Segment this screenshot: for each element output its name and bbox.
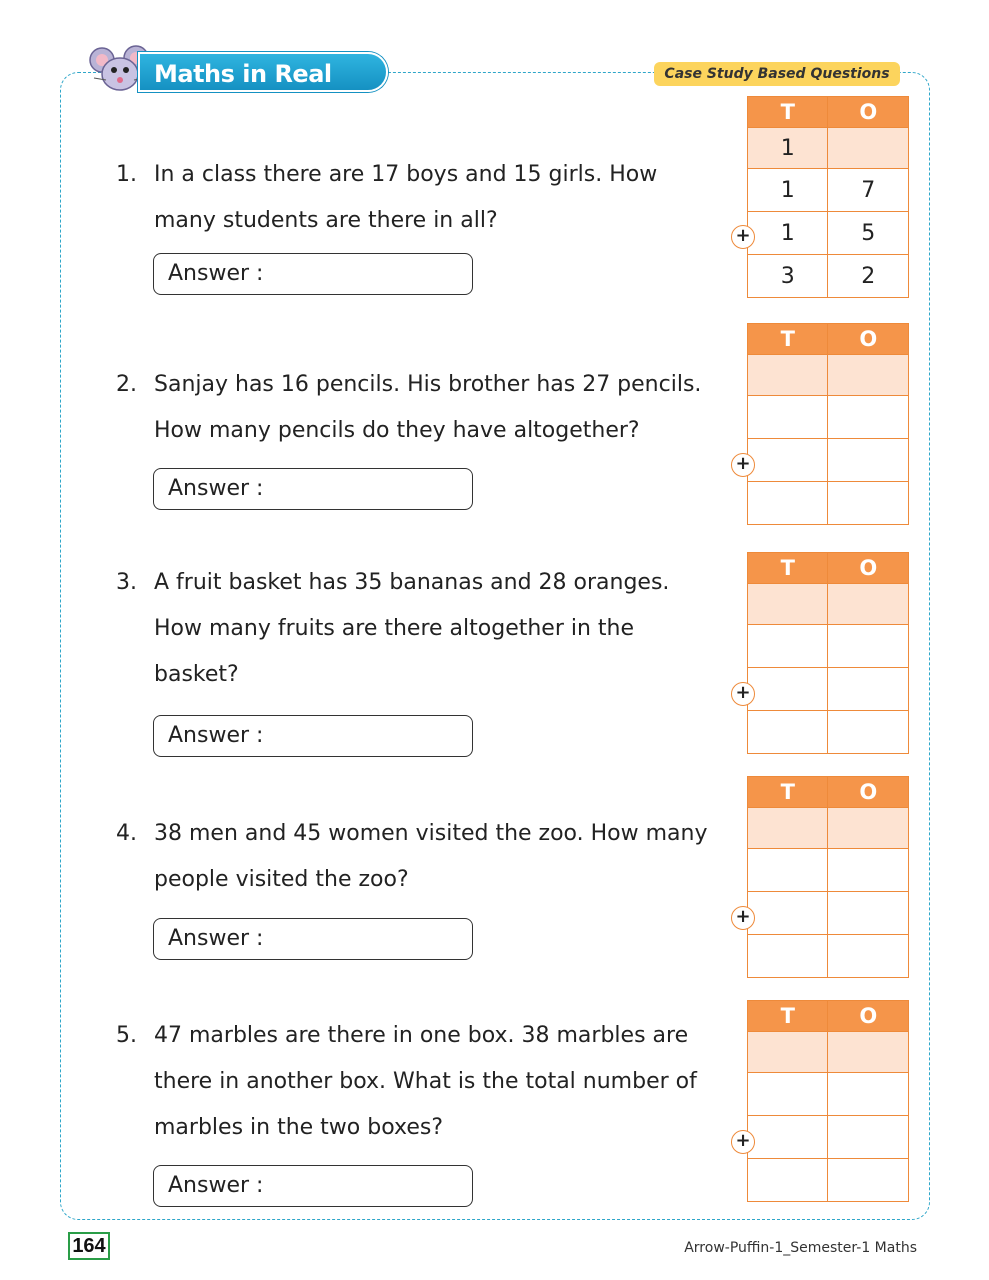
addend1-tens[interactable] xyxy=(748,1073,828,1116)
addend2-ones[interactable] xyxy=(828,668,909,711)
answer-box-4[interactable]: Answer : xyxy=(153,918,473,960)
tens-header: T xyxy=(748,1001,828,1032)
question-number: 4. xyxy=(116,821,137,846)
addend2-tens[interactable] xyxy=(748,892,828,935)
question-1 xyxy=(116,152,716,244)
sum-tens[interactable] xyxy=(748,482,828,525)
plus-sign-icon: + xyxy=(731,225,755,249)
question-3 xyxy=(116,560,716,698)
place-value-table-4 xyxy=(747,776,909,978)
question-number: 3. xyxy=(116,570,137,595)
addend1-tens[interactable]: 1 xyxy=(748,169,828,212)
addend2-ones[interactable] xyxy=(828,1116,909,1159)
book-title-footer: Arrow-Puffin-1_Semester-1 Maths xyxy=(684,1240,917,1256)
addend1-ones[interactable]: 7 xyxy=(828,169,909,212)
sum-tens[interactable] xyxy=(748,935,828,978)
tens-header: T xyxy=(748,324,828,355)
addend2-tens[interactable] xyxy=(748,439,828,482)
carry-tens[interactable] xyxy=(748,1032,828,1073)
addend1-ones[interactable] xyxy=(828,625,909,668)
answer-box-5[interactable]: Answer : xyxy=(153,1165,473,1207)
carry-ones[interactable] xyxy=(828,808,909,849)
ones-header: O xyxy=(828,1001,909,1032)
addend1-ones[interactable] xyxy=(828,1073,909,1116)
carry-tens[interactable] xyxy=(748,808,828,849)
case-study-tag: Case Study Based Questions xyxy=(654,62,900,86)
ones-header: O xyxy=(828,97,909,128)
addend2-ones[interactable] xyxy=(828,439,909,482)
question-text: A fruit basket has 35 bananas and 28 oranges. How many fruits are there altogether in the basket? xyxy=(154,570,670,687)
question-5 xyxy=(116,1013,716,1151)
addend2-tens[interactable]: 1 xyxy=(748,212,828,255)
ones-header: O xyxy=(828,553,909,584)
carry-ones[interactable] xyxy=(828,355,909,396)
question-number: 5. xyxy=(116,1023,137,1048)
carry-tens[interactable]: 1 xyxy=(748,128,828,169)
sum-ones[interactable] xyxy=(828,482,909,525)
section-title: Maths in Real Life xyxy=(138,52,388,92)
question-text: 47 marbles are there in one box. 38 marbles are there in another box. What is the total number of marbles in the two boxes? xyxy=(154,1023,697,1140)
addend1-ones[interactable] xyxy=(828,849,909,892)
sum-ones[interactable]: 2 xyxy=(828,255,909,298)
addend2-ones[interactable]: 5 xyxy=(828,212,909,255)
question-number: 2. xyxy=(116,372,137,397)
place-value-table-1 xyxy=(747,96,909,298)
place-value-table-5 xyxy=(747,1000,909,1202)
answer-box-3[interactable]: Answer : xyxy=(153,715,473,757)
place-value-table-3 xyxy=(747,552,909,754)
addend1-tens[interactable] xyxy=(748,396,828,439)
question-4 xyxy=(116,811,716,903)
question-text: Sanjay has 16 pencils. His brother has 27 pencils. How many pencils do they have altogether? xyxy=(154,372,702,443)
carry-ones[interactable] xyxy=(828,1032,909,1073)
answer-box-1[interactable]: Answer : xyxy=(153,253,473,295)
page-number: 164 xyxy=(68,1232,110,1260)
addend2-tens[interactable] xyxy=(748,1116,828,1159)
sum-ones[interactable] xyxy=(828,1159,909,1202)
plus-sign-icon: + xyxy=(731,453,755,477)
answer-box-2[interactable]: Answer : xyxy=(153,468,473,510)
carry-tens[interactable] xyxy=(748,355,828,396)
carry-tens[interactable] xyxy=(748,584,828,625)
ones-header: O xyxy=(828,777,909,808)
question-2 xyxy=(116,362,716,454)
sum-ones[interactable] xyxy=(828,935,909,978)
tens-header: T xyxy=(748,777,828,808)
addend1-ones[interactable] xyxy=(828,396,909,439)
ones-header: O xyxy=(828,324,909,355)
addend2-ones[interactable] xyxy=(828,892,909,935)
plus-sign-icon: + xyxy=(731,682,755,706)
tens-header: T xyxy=(748,553,828,584)
carry-ones[interactable] xyxy=(828,584,909,625)
addend1-tens[interactable] xyxy=(748,625,828,668)
sum-tens[interactable] xyxy=(748,1159,828,1202)
sum-tens[interactable] xyxy=(748,711,828,754)
sum-tens[interactable]: 3 xyxy=(748,255,828,298)
place-value-table-2 xyxy=(747,323,909,525)
carry-ones[interactable] xyxy=(828,128,909,169)
question-text: 38 men and 45 women visited the zoo. How many people visited the zoo? xyxy=(154,821,708,892)
plus-sign-icon: + xyxy=(731,1130,755,1154)
question-number: 1. xyxy=(116,162,137,187)
addend1-tens[interactable] xyxy=(748,849,828,892)
addend2-tens[interactable] xyxy=(748,668,828,711)
question-text: In a class there are 17 boys and 15 girls. How many students are there in all? xyxy=(154,162,658,233)
tens-header: T xyxy=(748,97,828,128)
sum-ones[interactable] xyxy=(828,711,909,754)
plus-sign-icon: + xyxy=(731,906,755,930)
